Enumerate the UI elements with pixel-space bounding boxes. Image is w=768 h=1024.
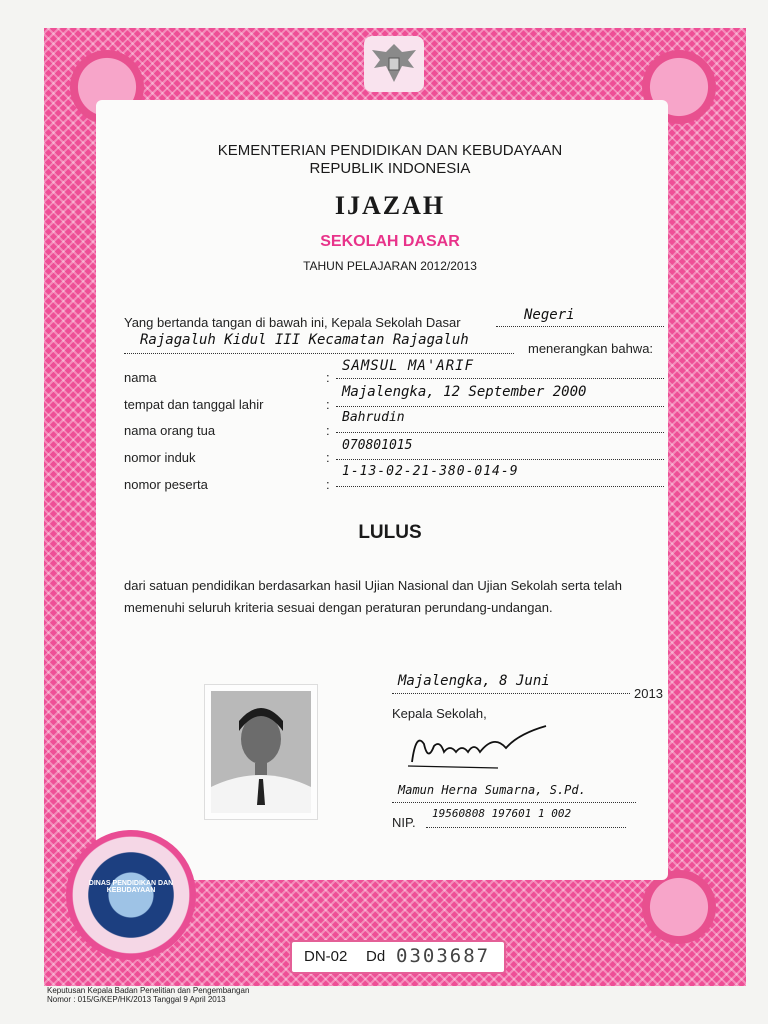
nip-value: 19560808 197601 1 002 (432, 807, 572, 820)
nip-label: NIP. (392, 815, 416, 830)
principal-name: Mamun Herna Sumarna, S.Pd. (398, 783, 586, 797)
result-status: LULUS (358, 522, 422, 543)
serial-number: 0303687 (396, 945, 491, 967)
school-status-line (496, 313, 664, 327)
field-value-nomor-peserta: 1-13-02-21-380-014-9 (342, 464, 519, 479)
academic-year: TAHUN PELAJARAN 2012/2013 (303, 259, 477, 273)
field-label-nomor-induk: nomor induk (124, 450, 196, 465)
principal-role: Kepala Sekolah, (392, 706, 487, 721)
portrait-image (211, 691, 311, 813)
field-colon: : (326, 370, 330, 385)
intro-suffix: menerangkan bahwa: (528, 341, 654, 356)
field-label-ttl: tempat dan tanggal lahir (124, 397, 264, 412)
footer-decree-line-2: Nomor : 015/G/KEP/HK/2013 Tanggal 9 April 2013 (47, 995, 226, 1004)
corner-ornament-br (642, 870, 716, 944)
school-level: SEKOLAH DASAR (320, 233, 460, 250)
serial-number-box (290, 940, 506, 974)
school-status: Negeri (524, 307, 575, 323)
field-value-ttl: Majalengka, 12 September 2000 (342, 384, 587, 400)
field-label-nomor-peserta: nomor peserta (124, 477, 208, 492)
field-value-orang-tua: Bahrudin (342, 410, 405, 425)
statement-line-2: memenuhi seluruh kriteria sesuai dengan peraturan perundang-undangan. (124, 600, 553, 615)
field-label-orang-tua: nama orang tua (124, 423, 216, 438)
student-photo (204, 684, 318, 820)
field-colon: : (326, 423, 330, 438)
school-stamp: DINAS PENDIDIKAN DAN KEBUDAYAAN (66, 830, 196, 960)
intro-text: Yang bertanda tangan di bawah ini, Kepala Sekolah Dasar (124, 315, 461, 330)
garuda-emblem-icon (364, 36, 424, 92)
ministry-title: KEMENTERIAN PENDIDIKAN DAN KEBUDAYAAN (217, 142, 563, 159)
serial-code: DN-02 (304, 948, 348, 965)
footer-decree-line-1: Keputusan Kepala Badan Penelitian dan Pengembangan (47, 986, 250, 995)
serial-prefix: Dd (366, 948, 386, 965)
field-value-nama: SAMSUL MA'ARIF (342, 358, 475, 374)
place-date: Majalengka, 8 Juni (398, 673, 550, 689)
field-colon: : (326, 450, 330, 465)
field-colon: : (326, 477, 330, 492)
signature-year: 2013 (634, 686, 663, 701)
document-title: IJAZAH (334, 191, 446, 220)
principal-signature (398, 722, 558, 778)
field-value-nomor-induk: 070801015 (342, 438, 413, 453)
school-name: Rajagaluh Kidul III Kecamatan Rajagaluh (140, 332, 469, 348)
field-label-nama: nama (124, 370, 157, 385)
field-colon: : (326, 397, 330, 412)
republic-title: REPUBLIK INDONESIA (309, 160, 471, 177)
statement-line-1: dari satuan pendidikan berdasarkan hasil Ujian Nasional dan Ujian Sekolah serta telah (124, 578, 622, 593)
